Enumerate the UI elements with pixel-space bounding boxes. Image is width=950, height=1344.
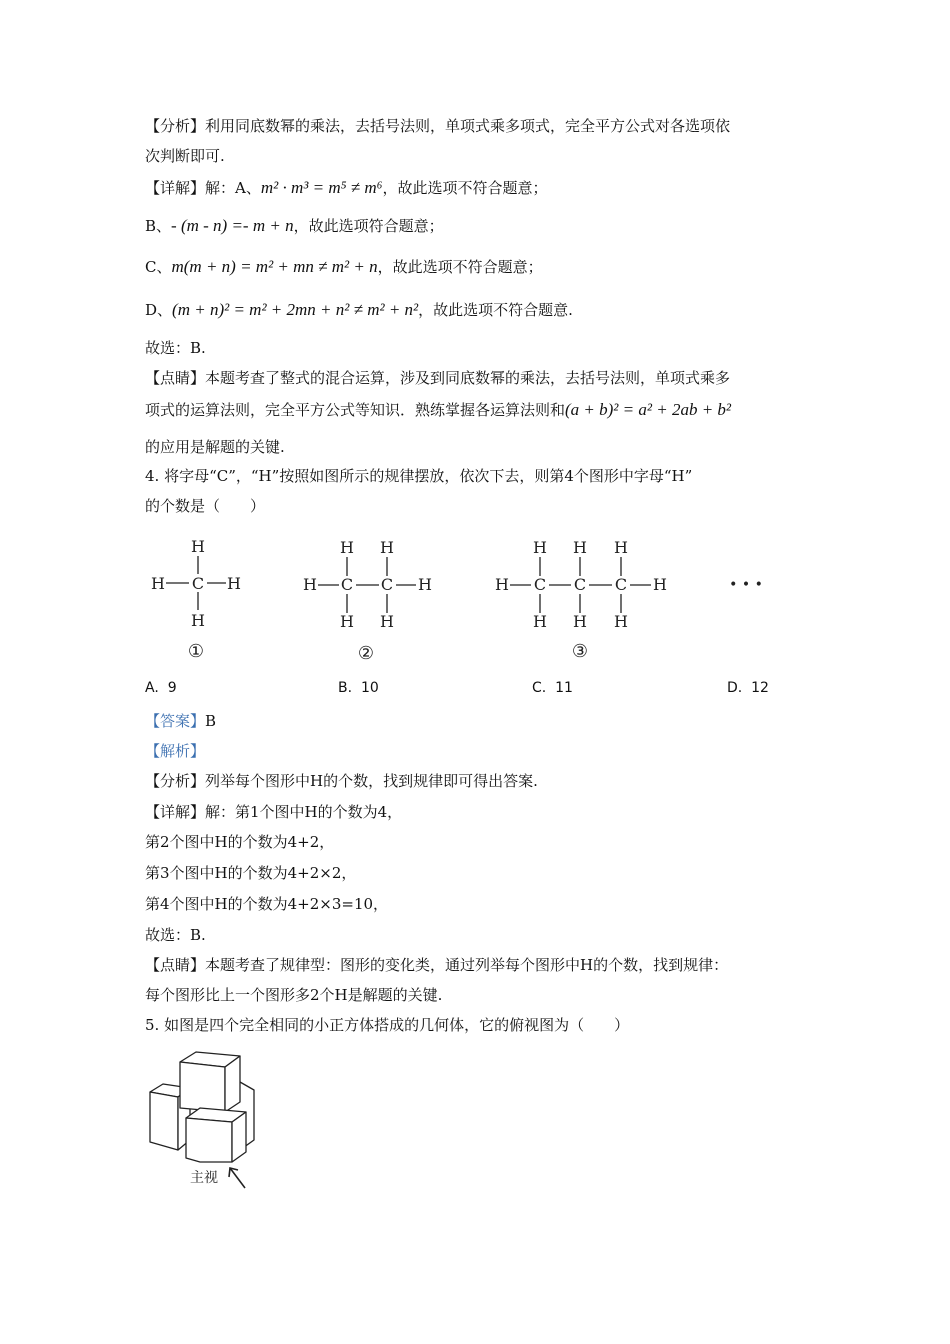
figure-label-2: ② (357, 643, 375, 664)
q3-detail-b (145, 216, 444, 236)
expr-a: m² · m³ = m⁵ ≠ m⁶ (260, 178, 383, 197)
option-letter: B. (338, 680, 353, 696)
atom-h: H (533, 538, 547, 557)
option-b[interactable] (338, 680, 379, 696)
label-d: D、 (145, 301, 173, 319)
figure-label-3: ③ (571, 641, 589, 662)
q3-comment-line1: 【点睛】本题考查了整式的混合运算，涉及到同底数幂的乘法，去括号法则，单项式乘多 (145, 369, 731, 387)
atom-h: H (495, 575, 509, 594)
q4-detail-3: 第3个图中H的个数为4+2×2， (145, 864, 357, 882)
q3-analysis-line1: 【分析】利用同底数幂的乘法，去括号法则，单项式乘多项式，完全平方公式对各选项依 (145, 117, 731, 135)
atoms (151, 537, 667, 631)
comment-text: 项式的运算法则，完全平方公式等知识．熟练掌握各运算法则和 (145, 401, 566, 419)
q4-explain-label: 【解析】 (145, 742, 206, 760)
atom-h: H (227, 574, 241, 593)
q4-figure (0, 530, 950, 670)
tail-d: ，故此选项不符合题意. (418, 301, 573, 319)
option-value: 9 (167, 680, 177, 696)
option-letter: A. (145, 680, 159, 696)
detail-label: 【详解】解：A、 (145, 179, 261, 197)
figure-label-1: ① (187, 641, 205, 662)
atom-h: H (573, 612, 587, 631)
atom-c: C (573, 575, 587, 594)
comment-expr: (a + b)² = a² + 2ab + b² (565, 400, 732, 419)
atom-h: H (614, 538, 628, 557)
atom-h: H (614, 612, 628, 631)
answer-label: 【答案】 (145, 712, 206, 730)
tail-c: ，故此选项不符合题意； (377, 258, 543, 276)
option-letter: C. (532, 680, 547, 696)
q5-cube-figure (140, 1045, 270, 1195)
arrow-icon (229, 1168, 245, 1188)
option-value: 12 (751, 680, 769, 696)
answer-value: B (205, 712, 217, 730)
atom-h: H (191, 611, 205, 630)
atom-h: H (418, 575, 432, 594)
q4-detail-1: 【详解】解：第1个图中H的个数为4， (145, 803, 403, 821)
option-value: 10 (360, 680, 379, 696)
atom-h: H (533, 612, 547, 631)
q5-stem: 5. 如图是四个完全相同的小正方体搭成的几何体，它的俯视图为（ ） (145, 1016, 630, 1034)
label-c: C、 (145, 258, 172, 276)
option-d[interactable] (727, 680, 769, 696)
atom-c: C (614, 575, 628, 594)
expr-b: - (m - n) =- m + n (171, 216, 294, 235)
atom-c: C (533, 575, 547, 594)
atom-h: H (380, 612, 394, 631)
atom-h: H (340, 612, 354, 631)
cube-front-face (186, 1118, 232, 1162)
q3-detail-d (145, 300, 573, 320)
q3-comment-line2 (145, 400, 731, 420)
q4-choice: 故选：B. (145, 926, 206, 944)
tail-a: ，故此选项不符合题意； (382, 179, 548, 197)
q4-comment-line1: 【点睛】本题考查了规律型：图形的变化类，通过列举每个图形中H的个数，找到规律： (145, 956, 729, 974)
figure-labels (188, 641, 588, 664)
label-b: B、 (145, 217, 172, 235)
atom-h: H (191, 537, 205, 556)
atom-h: H (340, 538, 354, 557)
cube-top-front (180, 1062, 225, 1112)
q3-choice: 故选：B. (145, 339, 206, 357)
expr-c: m(m + n) = m² + mn ≠ m² + n (171, 257, 378, 276)
q4-answer (145, 711, 216, 731)
option-letter: D. (727, 680, 743, 696)
q4-stem-line1: 4. 将字母“C”，“H”按照如图所示的规律摆放，依次下去，则第4个图形中字母“H” (145, 467, 693, 485)
q4-comment-line2: 每个图形比上一个图形多2个H是解题的关键. (145, 986, 443, 1004)
q3-detail-a (145, 178, 548, 198)
q4-detail-4: 第4个图中H的个数为4+2×3=10， (145, 895, 389, 913)
q3-detail-c (145, 257, 543, 277)
atom-c: C (340, 575, 354, 594)
atom-h: H (573, 538, 587, 557)
cube-left-front (150, 1092, 178, 1150)
q4-stem-line2: 的个数是（ ） (145, 497, 266, 515)
q4-analysis: 【分析】列举每个图形中H的个数，找到规律即可得出答案. (145, 772, 538, 790)
q3-analysis-line2: 次判断即可. (145, 147, 225, 165)
option-value: 11 (555, 680, 573, 696)
atom-h: H (303, 575, 317, 594)
atom-h: H (380, 538, 394, 557)
option-c[interactable] (532, 680, 573, 696)
q3-comment-line3: 的应用是解题的关键. (145, 438, 285, 456)
atom-h: H (653, 575, 667, 594)
expr-d: (m + n)² = m² + 2mn + n² ≠ m² + n² (172, 300, 419, 319)
atom-c: C (380, 575, 394, 594)
front-view-label: 主视 (190, 1170, 218, 1186)
atom-h: H (151, 574, 165, 593)
tail-b: ，故此选项符合题意； (293, 217, 444, 235)
ellipsis: • • • (729, 577, 763, 593)
q4-detail-2: 第2个图中H的个数为4+2， (145, 833, 335, 851)
atom-c: C (191, 574, 205, 593)
option-a[interactable] (145, 680, 177, 696)
